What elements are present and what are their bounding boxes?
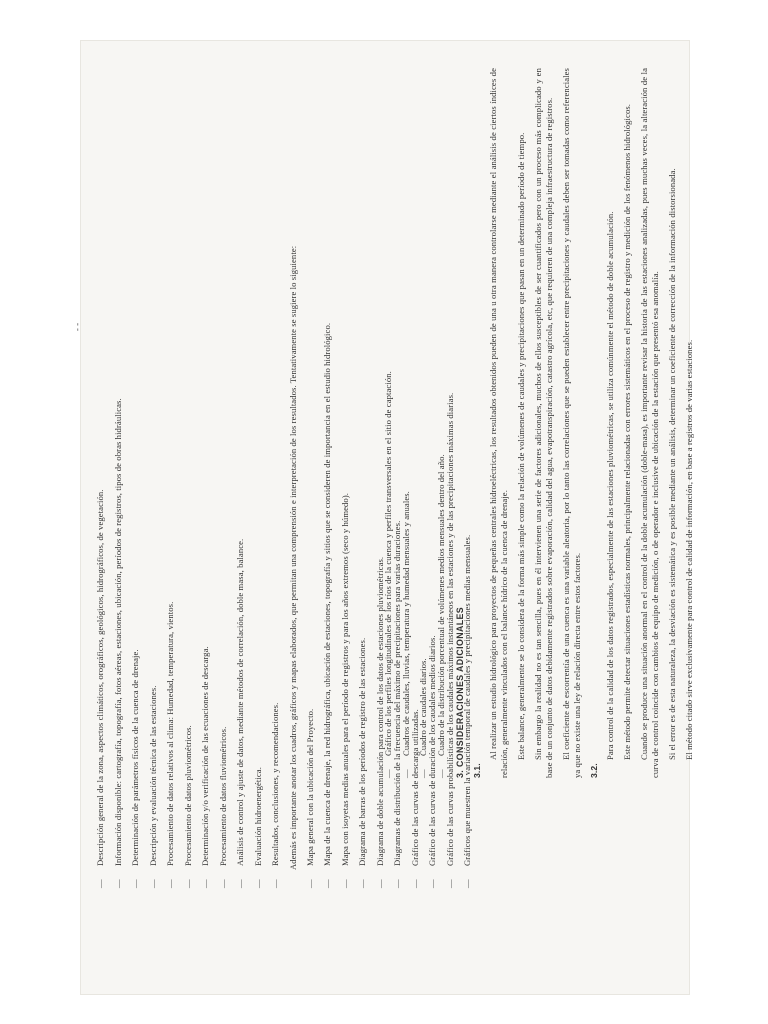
section-heading: 3. CONSIDERACIONES ADICIONALES — [454, 606, 465, 778]
list-item: — Procesamiento de datos fluviométricos. — [218, 188, 229, 888]
paragraph: Sin embargo la realidad no es tan sencilla, pues en él intervienen una serie de factores adicionales, muchos de ellos susceptibles de ser cuantificados pero con un proceso más complicado y en base de un conjunto de datos debidamente registrados sobre evaporación, calidad del agua, evapotranspiración, catastro agrícola, etc, que requieren de una compleja infraestructura de registros. — [532, 68, 554, 778]
list-item: — Gráfico de las curvas de duración de los caudales medios diarios. — [427, 188, 438, 888]
list-item: — Procesamiento de datos pluviométricos. — [183, 188, 194, 888]
paragraph: Si el error es de esta naturaleza, la desviación es sistemática y es posible mediante un análisis, determinar un coeficiente de corrección de la información distorsionada. — [666, 168, 677, 760]
paragraph: Este método permite detectar situaciones estadísticas normales, principalmente relacionadas con errores sistemáticos en el proceso de registro y medición de los fenómenos hidrológicos. — [621, 103, 632, 760]
report-content-list — [95, 188, 281, 888]
list-item: — Diagrama de barras de los períodos de registro de las estaciones. — [357, 188, 368, 888]
subsection-number: 3.2. — [588, 763, 599, 778]
list-item: — Resultados, conclusiones, y recomendaciones. — [270, 188, 281, 888]
paragraph: Además es importante anotar los cuadros, gráficos y mapas elaborados, que permitan una comprensión e interpretación de los resultados. Tentativamente se sugiere lo siguiente: — [287, 245, 298, 870]
list-item: — Cuadros de caudales, lluvias, temperatura y humedad mensuales y anuales. — [401, 68, 412, 778]
list-item: — Descripción y evaluación técnica de las estaciones. — [148, 188, 159, 888]
list-item: — Cuadro de la distribución porcentual de volúmenes medios mensuales dentro del año. — [436, 68, 447, 778]
list-item: — Información disponible: cartografía, topografía, fotos aéreas, estaciones, ubicación, períodos de registros, tipos de obras hidráulicas. — [113, 188, 124, 888]
list-item: — Análisis de control y ajuste de datos, mediante métodos de correlación, doble masa, balance. — [235, 188, 246, 888]
right-column — [383, 68, 694, 778]
list-item: — Gráfico de los perfiles longitudinales de los ríos de la cuenca y perfiles transversales en el sitio de captación. — [383, 68, 394, 778]
list-item: — Determinación y/o verificación de las ecuaciones de descarga. — [200, 188, 211, 888]
list-item: — Diagramas de distribución de la frecuencia del máximo de precipitaciones para varias duraciones. — [392, 188, 403, 888]
paragraph: El coeficiente de escorrentía de una cuenca es una variable aleatoria, por lo tanto las correlaciones que se pueden establecer entre precipitaciones y caudales deben ser tomadas como referenciales ya que no existe una ley de relación directa entre estos factores. — [560, 68, 582, 778]
list-item: — Gráficos que muestren la variación temporal de caudales y precipitaciones medias mensuales. — [462, 188, 473, 888]
paragraph: Para control de la calidad de los datos registrados, especialmente de las estaciones pluviométricas, se utiliza comúnmente el método de doble acumulación. — [604, 211, 615, 760]
list-item: — Gráfico de las curvas de descarga utilizadas. — [410, 188, 421, 888]
paragraph: El método citado sirve exclusivamente para control de calidad de información, en base a registros de varias estaciones. — [683, 339, 694, 760]
list-item: — Cuadro de caudales diarios. — [418, 68, 429, 778]
list-item: — Descripción general de la zona, aspectos climáticos, orográficos, geológicos, hidrográficos, de vegetación. — [95, 188, 106, 888]
list-item: — Mapa con isoyetas medias anuales para el período de registros y para los años extremos (seco y húmedo). — [340, 188, 351, 888]
subsection-number: 3.1. — [471, 763, 482, 778]
list-item: — Gráfico de las curvas probabilísticas de los caudales máximos instantáneos en las estaciones y de las precipitaciones máximas diarias. — [445, 188, 456, 888]
list-item: — Procesamiento de datos relativos al clima: Humedad, temperatura, vientos. — [165, 188, 176, 888]
list-item: — Evaluación hidroenergética. — [253, 188, 264, 888]
list-item: — Mapa general con la ubicación del Proyecto. — [305, 188, 316, 888]
page-mark: - - — [72, 322, 83, 332]
list-item: — Determinación de parámetros físicos de la cuenca de drenaje. — [130, 188, 141, 888]
list-item: — Diagrama de doble acumulación para control de los datos de estaciones pluviométricas. — [375, 188, 386, 888]
list-item: — Mapa de la cuenca de drenaje, la red hidrográfica, ubicación de estaciones, topografía y sitios que se consideren de importancia en el estudio hidrológico. — [322, 188, 333, 888]
tables-list — [383, 68, 447, 778]
paragraph: Este balance, generalmente se lo considera de la forma más simple como la relación de volúmenes de caudales y precipitaciones que pasan en un determinado período de tiempo. — [515, 132, 526, 760]
paragraph: Al realizar un estudio hidrológico para proyectos de pequeñas centrales hidroeléctricas, los resultados obtenidos pueden de una u otra manera controlarse mediante el análisis de ciertos índices de relación, generalmente vinculados con el balance hídrico de la cuenca de drenaje. — [487, 68, 509, 778]
paragraph: Cuando se produce una situación anormal en el control de la doble acumulación (doble-masa), es importante revisar la historia de las estaciones analizadas, pues muchas veces, la alteración de la curva de control coincide con cambios de equipo de medición, o de operador e inclusive de ubicación de la estación que presentó esa anomalía. — [638, 68, 660, 778]
